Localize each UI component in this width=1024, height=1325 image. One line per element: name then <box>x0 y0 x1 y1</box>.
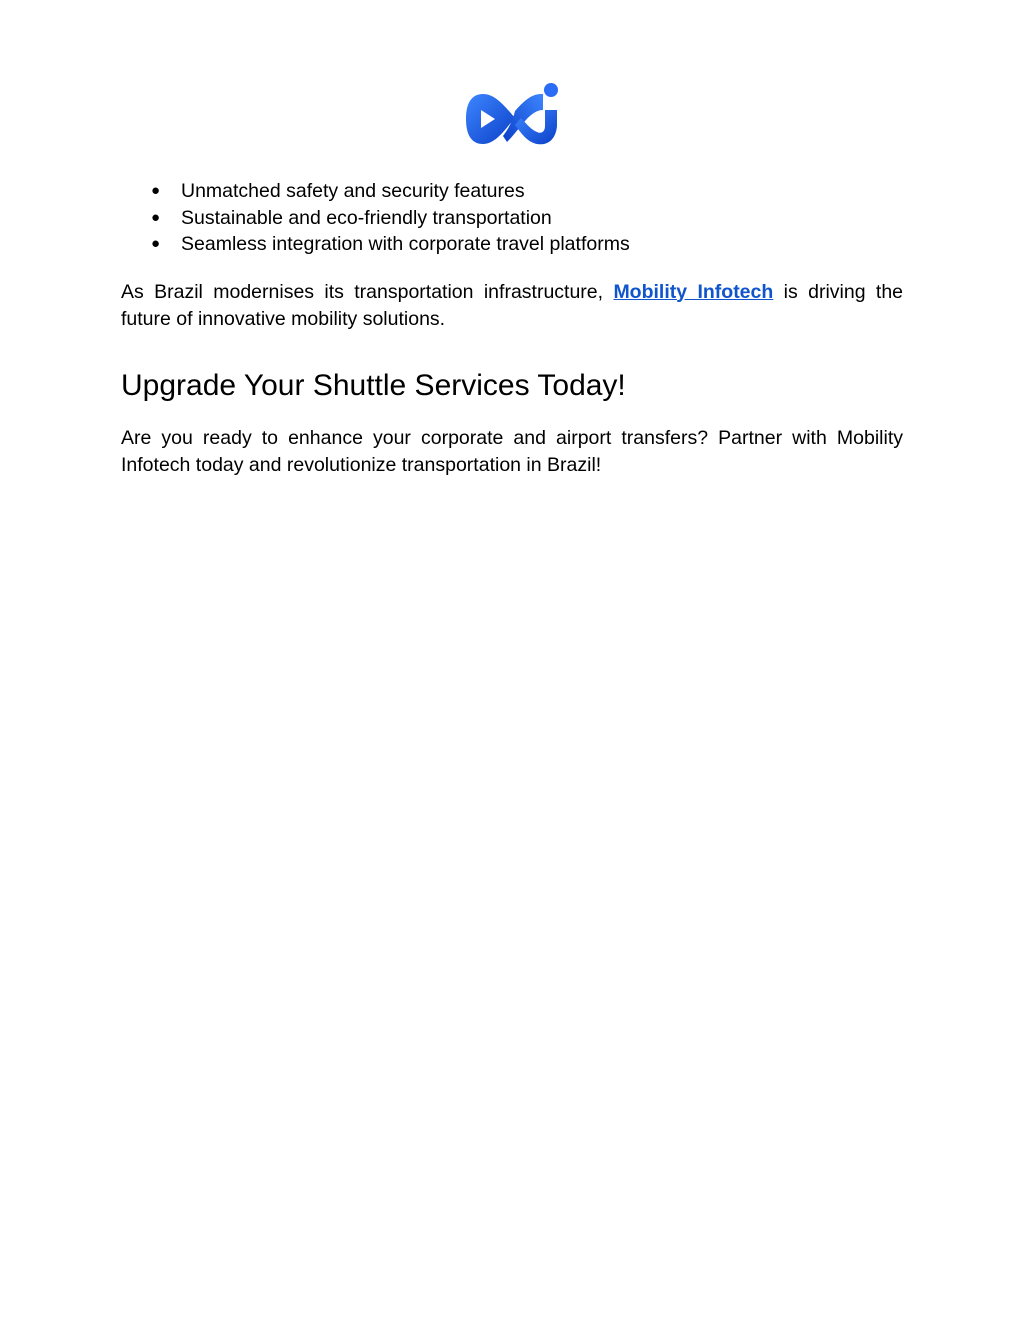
list-item <box>121 205 903 232</box>
intro-text-after: is driving the future of innovative mobility solutions. <box>121 280 904 330</box>
intro-paragraph <box>121 279 903 333</box>
list-item-text: Seamless integration with corporate travel platforms <box>181 233 630 255</box>
feature-list <box>121 178 903 258</box>
document-content <box>121 178 903 479</box>
mobility-infotech-logo-icon <box>463 80 561 158</box>
section-heading: Upgrade Your Shuttle Services Today! <box>121 368 626 402</box>
list-item-text: Unmatched safety and security features <box>181 180 525 202</box>
list-item-text: Sustainable and eco-friendly transportation <box>181 206 552 229</box>
bullet-icon: ● <box>151 208 161 226</box>
company-logo <box>463 80 561 158</box>
list-item <box>121 178 903 205</box>
mobility-infotech-link[interactable]: Mobility Infotech <box>613 280 774 303</box>
section-paragraph: Are you ready to enhance your corporate and airport transfers? Partner with Mobility Infotech today and revolutionize transportation in Brazil! <box>121 426 903 476</box>
intro-text-before: As Brazil modernises its transportation infrastructure, <box>121 280 614 303</box>
list-item <box>121 231 903 258</box>
bullet-icon: ● <box>151 182 161 199</box>
bullet-icon: ● <box>151 235 161 252</box>
